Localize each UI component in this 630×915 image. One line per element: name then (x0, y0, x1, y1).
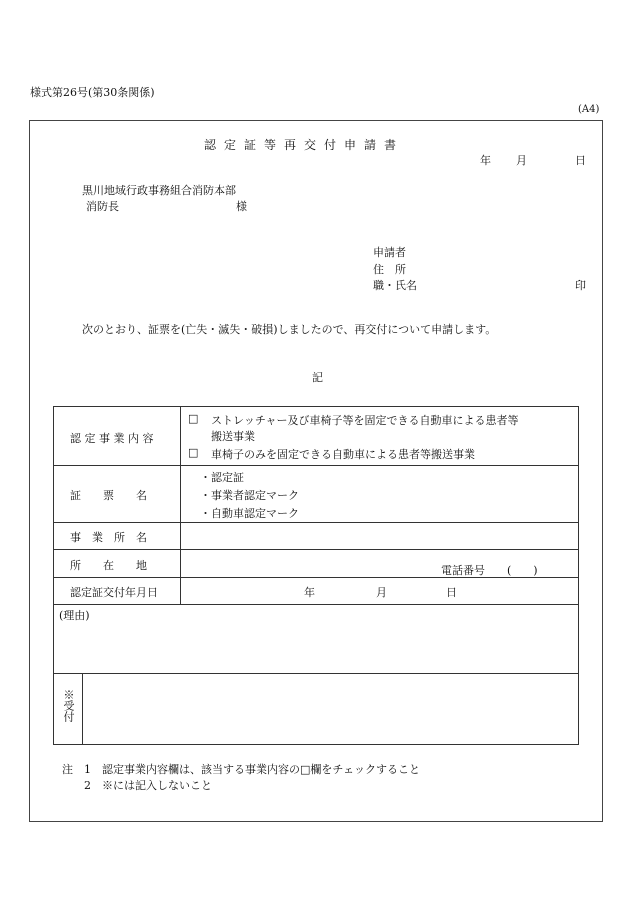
addressee-organization: 黒川地域行政事務組合消防本部 (82, 184, 236, 197)
office-name-label: 事 業 所 名 (70, 531, 147, 544)
row-divider (54, 604, 578, 605)
note-2: 2 ※には記入しないこと (62, 779, 212, 792)
row-divider (54, 549, 578, 550)
row-divider (54, 673, 578, 674)
cert-item: ・自動車認定マーク (200, 507, 299, 520)
issue-date-day: 日 (446, 586, 457, 599)
option-2-text: 車椅子のみを固定できる自動車による患者等搬送事業 (211, 448, 475, 461)
reason-label: (理由) (59, 609, 90, 622)
option-1-text-continued: 搬送事業 (211, 430, 255, 443)
certificate-name-label: 証 票 名 (70, 489, 147, 502)
applicant-name-label: 職・氏名 (373, 279, 417, 292)
date-year-label: 年 (480, 154, 491, 167)
column-divider (180, 407, 181, 604)
ki-heading: 記 (312, 371, 323, 384)
issue-date-month: 月 (376, 586, 387, 599)
notes-block (62, 762, 420, 794)
date-day-label: 日 (575, 154, 586, 167)
option-1-text: ストレッチャー及び車椅子等を固定できる自動車による患者等 (211, 414, 519, 427)
column-divider (82, 673, 83, 744)
receipt-label: ※受付 (62, 689, 75, 722)
checkbox-option-1[interactable]: □ (188, 412, 199, 425)
issue-date-year: 年 (304, 586, 315, 599)
addressee-honorific: 様 (236, 200, 247, 213)
reason-field[interactable] (55, 623, 577, 671)
request-statement: 次のとおり、証票を(亡失・滅失・破損)しましたので、再交付について申請します。 (82, 323, 497, 336)
location-label: 所 在 地 (70, 559, 147, 572)
seal-mark: 印 (575, 279, 586, 292)
applicant-address-label: 住 所 (373, 263, 406, 276)
checkbox-option-2[interactable]: □ (188, 446, 199, 459)
note-1: 注 1 認定事業内容欄は、該当する事業内容の□欄をチェックすること (62, 763, 421, 776)
business-content-label: 認 定 事 業 内 容 (70, 432, 154, 445)
cert-item: ・認定証 (200, 471, 244, 484)
issue-date-label: 認定証交付年月日 (70, 586, 158, 599)
date-month-label: 月 (516, 154, 527, 167)
phone-number-label: 電話番号 ( ) (441, 564, 538, 577)
row-divider (54, 522, 578, 523)
addressee-title: 消防長 (86, 200, 119, 213)
form-number-label: 様式第26号(第30条関係) (30, 86, 155, 99)
cert-item: ・事業者認定マーク (200, 489, 299, 502)
row-divider (54, 465, 578, 466)
document-title: 認定証等再交付申請書 (204, 138, 405, 152)
applicant-label: 申請者 (373, 246, 406, 259)
paper-size-label: (A4) (578, 104, 600, 115)
details-table (53, 406, 579, 745)
